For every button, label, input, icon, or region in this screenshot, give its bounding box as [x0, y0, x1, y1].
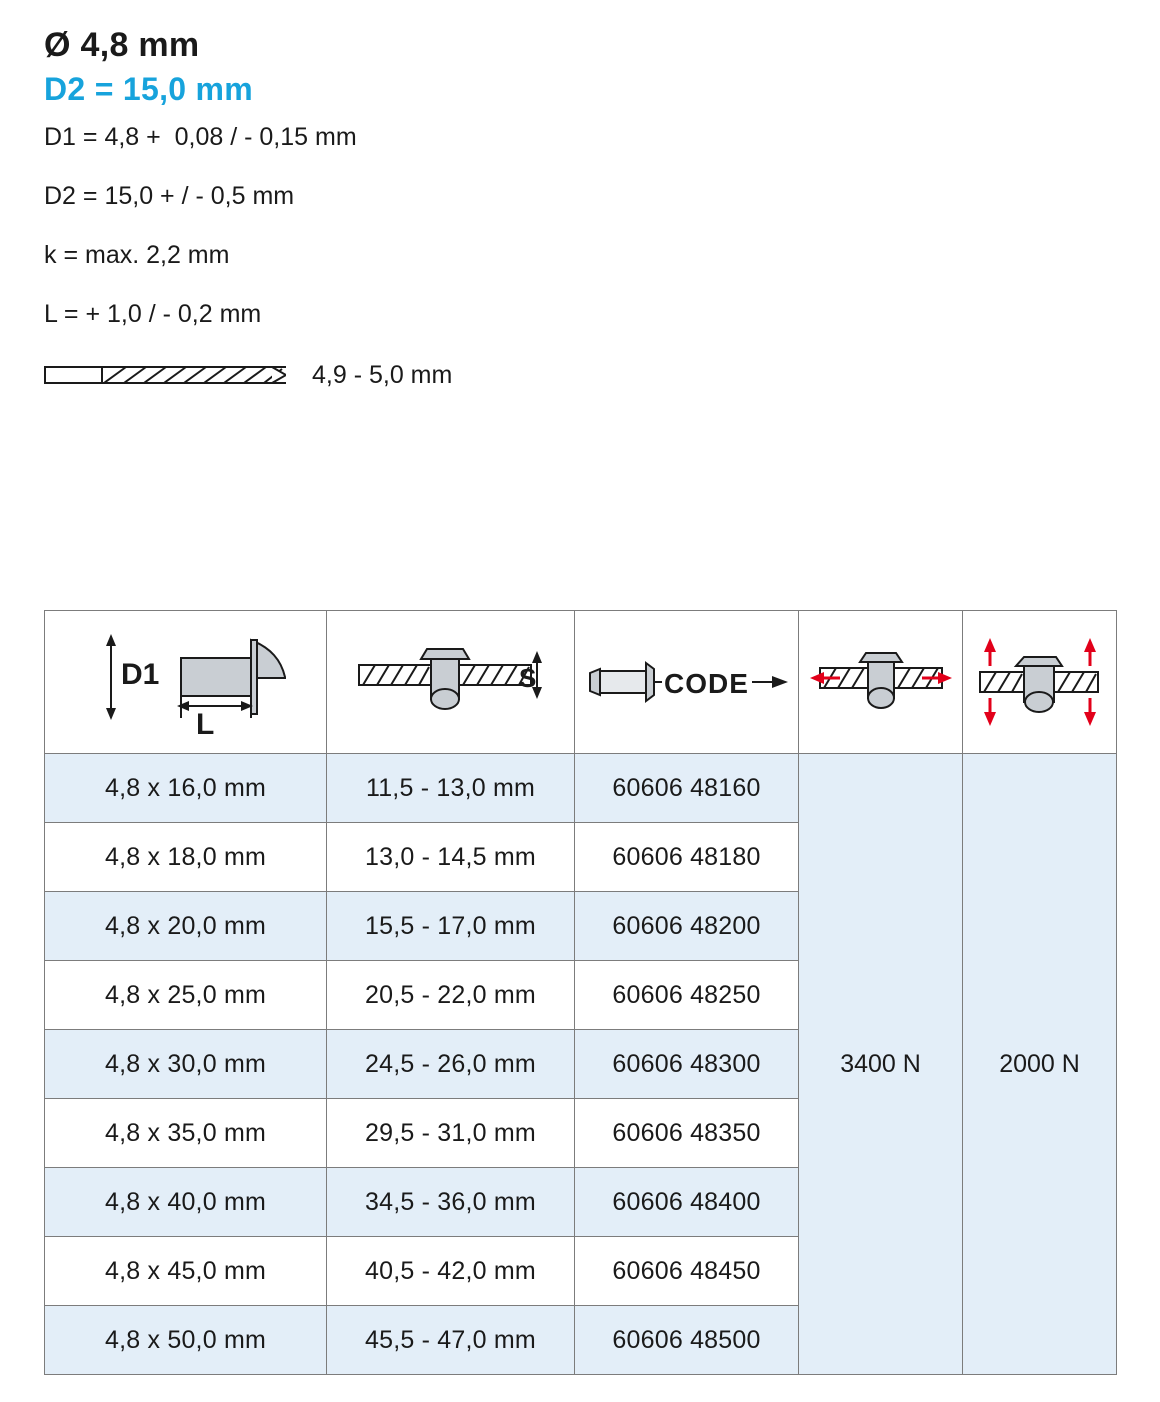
rivet-table: [44, 610, 1117, 1375]
cell-size: 4,8 x 40,0 mm: [45, 1168, 327, 1237]
cell-clamping-range: 24,5 - 26,0 mm: [327, 1030, 575, 1099]
cell-code: 60606 48300: [575, 1030, 799, 1099]
cell-code: 60606 48180: [575, 823, 799, 892]
cell-size: 4,8 x 18,0 mm: [45, 823, 327, 892]
cell-size: 4,8 x 20,0 mm: [45, 892, 327, 961]
header-cell-clamping-range: [327, 611, 575, 754]
cell-size: 4,8 x 30,0 mm: [45, 1030, 327, 1099]
cell-clamping-range: 45,5 - 47,0 mm: [327, 1306, 575, 1375]
cell-tensile-strength: 2000 N: [963, 754, 1117, 1375]
header-cell-shear-strength: [799, 611, 963, 754]
cell-clamping-range: 40,5 - 42,0 mm: [327, 1237, 575, 1306]
cell-clamping-range: 29,5 - 31,0 mm: [327, 1099, 575, 1168]
cell-code: 60606 48500: [575, 1306, 799, 1375]
cell-clamping-range: 13,0 - 14,5 mm: [327, 823, 575, 892]
diameter-title: Ø 4,8 mm: [44, 26, 200, 64]
spec-line-d2: D2 = 15,0 + / - 0,5 mm: [44, 181, 295, 210]
cell-code: 60606 48250: [575, 961, 799, 1030]
header-cell-tensile-strength: [963, 611, 1117, 754]
cell-shear-strength: 3400 N: [799, 754, 963, 1375]
cell-size: 4,8 x 16,0 mm: [45, 754, 327, 823]
svg-text:S: S: [518, 663, 536, 693]
drill-row: [44, 361, 1120, 390]
cell-code: 60606 48450: [575, 1237, 799, 1306]
drill-bit-icon: [44, 362, 286, 388]
cell-size: 4,8 x 35,0 mm: [45, 1099, 327, 1168]
header-cell-code: [575, 611, 799, 754]
svg-text:CODE: CODE: [664, 668, 749, 699]
cell-clamping-range: 20,5 - 22,0 mm: [327, 961, 575, 1030]
cell-clamping-range: 34,5 - 36,0 mm: [327, 1168, 575, 1237]
table-header-row: [45, 611, 1117, 754]
cell-code: 60606 48400: [575, 1168, 799, 1237]
cell-code: 60606 48350: [575, 1099, 799, 1168]
table-body: [45, 754, 1117, 1375]
header-cell-dimensions: [45, 611, 327, 754]
svg-text:D1: D1: [120, 658, 159, 691]
spec-line-k: k = max. 2,2 mm: [44, 240, 230, 269]
spec-header: [44, 24, 1120, 327]
cell-clamping-range: 11,5 - 13,0 mm: [327, 754, 575, 823]
cell-code: 60606 48160: [575, 754, 799, 823]
cell-size: 4,8 x 25,0 mm: [45, 961, 327, 1030]
cell-code: 60606 48200: [575, 892, 799, 961]
d2-title: D2 = 15,0 mm: [44, 70, 254, 107]
table-row: [45, 754, 1117, 823]
svg-text:L: L: [195, 708, 214, 741]
rivet-table-wrapper: [44, 610, 1116, 1375]
cell-clamping-range: 15,5 - 17,0 mm: [327, 892, 575, 961]
cell-size: 4,8 x 50,0 mm: [45, 1306, 327, 1375]
spec-line-d1: D1 = 4,8 + 0,08 / - 0,15 mm: [44, 122, 357, 151]
spec-line-l: L = + 1,0 / - 0,2 mm: [44, 299, 262, 328]
cell-size: 4,8 x 45,0 mm: [45, 1237, 327, 1306]
drill-diameter-value: 4,9 - 5,0 mm: [312, 360, 453, 389]
